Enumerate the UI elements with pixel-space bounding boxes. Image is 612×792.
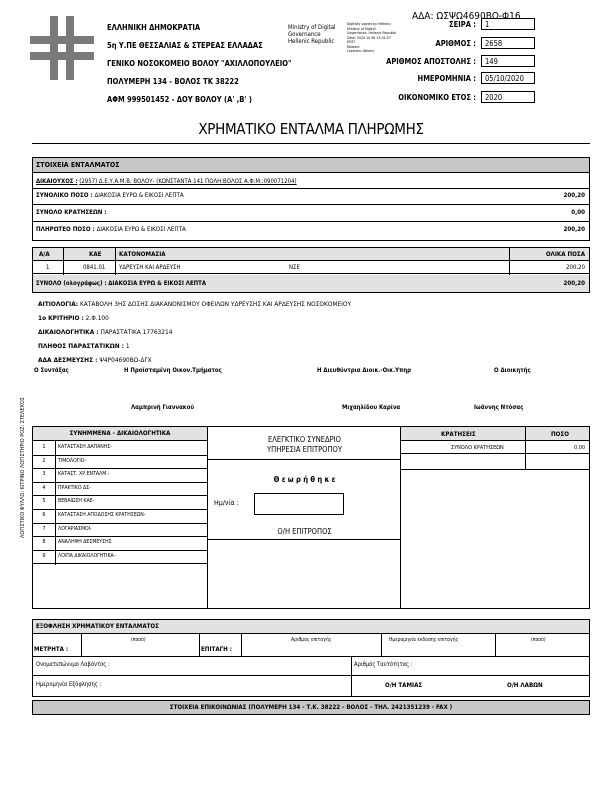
total-words-row: ΣΥΝΟΛΟ (ολογράφως) : ΔΙΑΚΟΣΙΑ ΕΥΡΩ & ΕΙΚΟΣΙ ΛΕΠΤΑ — [36, 280, 207, 287]
plithos: ΠΛΗΘΟΣ ΠΑΡΑΣΤΑΤΙΚΩΝ : 1 — [38, 342, 130, 350]
attachment-item: ΒΕΒΑΙΩΣΗ ΚΑΕ- — [58, 498, 95, 505]
imerominia-ekdosis: Ημερομηνία έκδοσης επιταγής — [389, 637, 459, 643]
side-note: ΛΟΓΙΣΤΙΚΟ ΦΥΛΛΟ: ΚΙΤΡΙΝΟ ΛΟΓΙΣΤΗΡΙΟ ΡΟΖ: ΣΤΕΛΕΧΟΣ — [20, 397, 26, 538]
deductions-value: 0,00 — [571, 209, 585, 216]
metrita-poso: (ποσό) — [131, 637, 146, 643]
attachment-number: 4 — [42, 484, 46, 491]
attachment-number: 5 — [42, 498, 46, 505]
attachment-number: 1 — [42, 444, 46, 450]
col-header-kae: ΚΑΕ — [89, 251, 102, 258]
attachment-item: ΠΡΑΚΤΙΚΟ ΔΣ- — [58, 484, 91, 491]
payable-row: ΠΛΗΡΩΤΕΟ ΠΟΣΟ : ΔΙΑΚΟΣΙΑ ΕΥΡΩ & ΕΙΚΟΣΙ ΛΕΠΤΑ — [36, 226, 186, 233]
footer-contact: ΣΤΟΙΧΕΙΑ ΕΠΙΚΟΙΝΩΝΙΑΣ (ΠΟΛΥΜΕΡΗ 134 - Τ.Κ. 38222 - ΒΟΛΟΣ - ΤΗΛ. 2421351239 - FAX ) — [32, 700, 590, 715]
col-header-aa: Α/Α — [39, 251, 50, 258]
attachment-number: 7 — [42, 525, 46, 532]
lavon-label: Ο/Η ΛΑΒΩΝ — [507, 682, 543, 689]
ada-desmeusis: ΑΔΑ ΔΕΣΜΕΥΣΗΣ : Ψ4Ρ04690ΒΩ-ΔΓΧ — [38, 356, 152, 364]
seira-value: 1 — [481, 18, 535, 30]
digital-signature-info: Digitally signed by Hellenic Ministry of Digital Governance, Hellenic Republic Date: 2020.10.06 13:31:57 EEST Reason: Location: Athens — [347, 22, 397, 53]
attachment-number: 9 — [42, 552, 46, 559]
name-ntosas: Ιωάννης Ντόσας — [474, 404, 524, 411]
audit-date-box — [254, 493, 344, 515]
attachment-item: ΤΙΜΟΛΟΓΙΟ- — [58, 457, 87, 464]
audit-theorithike: Θ ε ω ρ ή θ η κ ε — [273, 475, 336, 484]
entalma-section — [32, 157, 590, 241]
poso-header: ΠΟΣΟ — [551, 431, 569, 438]
attachments-heading: ΣΥΝΗΜΜΕΝΑ - ΔΙΚΑΙΟΛΟΓΗΤΙΚΑ — [33, 427, 207, 441]
ada-stamp: ΑΔΑ: ΩΣΨΩ4690ΒΩ-Φ16 — [412, 11, 521, 22]
kritirio: 1ο ΚΡΙΤΗΡΙΟ : 2.Φ.100 — [38, 314, 109, 322]
attachment-item: ΛΟΓΑΡΙΑΣΜΟΙ- — [58, 525, 92, 532]
attachment-item: ΑΝΑΛΗΨΗ ΔΕΣΜΕΥΣΗΣ — [58, 539, 112, 546]
onomateponymo-label: Ονοματεπώνυμο Λαβόντος : — [36, 662, 110, 668]
attachment-number: 6 — [42, 512, 46, 518]
audit-line1: ΕΛΕΓΚΤΙΚΟ ΣΥΝΕΔΡΙΟ — [268, 435, 341, 444]
name-michailidou: Μιχαηλίδου Καρίνα — [342, 404, 401, 411]
total-words-value: 200,20 — [563, 280, 585, 287]
tamias-label: Ο/Η ΤΑΜΙΑΣ — [385, 682, 423, 689]
total-amount-value: 200,20 — [563, 192, 585, 199]
attachment-item: ΚΑΤΑΣΤΑΣΗ ΑΠΟΔΟΣΗΣ ΚΡΑΤΗΣΕΩΝ- — [58, 512, 146, 518]
apostoli-value: 149 — [481, 55, 535, 67]
kratiseis-panel — [401, 427, 589, 608]
issuer-line: 5η Υ.ΠΕ ΘΕΣΣΑΛΙΑΣ & ΣΤΕΡΕΑΣ ΕΛΛΑΔΑΣ — [107, 41, 263, 50]
table-row-code: ΝΣΕ — [289, 264, 300, 271]
arithmos-epitagis: Αριθμός επιταγής — [291, 637, 332, 643]
table-row-amount: 200,20 — [566, 264, 585, 271]
attachment-number: 3 — [42, 471, 46, 478]
attachment-item: ΛΟΙΠΑ ΔΙΚΑΙΟΛΟΓΗΤΙΚΑ- — [58, 552, 116, 559]
attachment-number: 8 — [42, 539, 46, 546]
title-rule — [32, 143, 590, 144]
ministry-text: Ministry of Digital Governance Hellenic Republic — [288, 24, 336, 45]
attachment-number: 2 — [42, 457, 46, 464]
audit-epitropos: Ο/Η ΕΠΙΤΡΟΠΟΣ — [277, 527, 332, 536]
epitagi-label: ΕΠΙΤΑΓΗ : — [201, 646, 233, 653]
hospital-cross-logo — [30, 16, 94, 80]
issuer-line: ΕΛΛΗΝΙΚΗ ΔΗΜΟΚΡΑΤΙΑ — [107, 23, 201, 32]
attachment-item: ΚΑΤΑΣΤ. ΧΡ.ΕΝΤΑΛΜ.- — [58, 471, 110, 478]
total-amount-row: ΣΥΝΟΛΙΚΟ ΠΟΣΟ : ΔΙΑΚΟΣΙΑ ΕΥΡΩ & ΕΙΚΟΣΙ ΛΕΠΤΑ — [36, 192, 184, 199]
role-dioikitis: Ο Διοικητής — [494, 367, 531, 374]
kratiseis-header: ΚΡΑΤΗΣΕΙΣ — [441, 431, 476, 438]
name-giannakou: Λαμπρινή Γιαννακού — [131, 404, 194, 411]
role-syntaxas: Ο Συντάξας — [34, 367, 69, 374]
deductions-row: ΣΥΝΟΛΟ ΚΡΑΤΗΣΕΩΝ : — [36, 209, 107, 216]
date-value: 05/10/2020 — [481, 72, 535, 84]
page-title: ΧΡΗΜΑΤΙΚΟ ΕΝΤΑΛΜΑ ΠΛΗΡΩΜΗΣ — [198, 120, 424, 138]
tautotita-label: Αριθμός Ταυτότητας : — [354, 662, 413, 668]
audit-panel — [208, 427, 401, 608]
kratiseis-total-label: ΣΥΝΟΛΟ ΚΡΑΤΗΣΕΩΝ — [451, 445, 504, 451]
metrita-label: ΜΕΤΡΗΤΑ : — [34, 646, 69, 653]
table-row-kae: 0841.01 — [83, 264, 106, 271]
year-value: 2020 — [481, 91, 535, 103]
table-row-name: ΥΔΡΕΥΣΗ ΚΑΙ ΑΡΔΕΥΣΗ — [119, 264, 181, 271]
kratiseis-total-value: 0,00 — [573, 445, 585, 451]
details-block — [38, 297, 351, 367]
imerominia-exoflisis-label: Ημερομηνία Εξόφλησης : — [36, 682, 102, 688]
role-dieuthyntria: Η Διευθύντρια Διοικ.-Οικ.Υπηρ — [317, 367, 412, 374]
col-header-name: ΚΑΤΟΝΟΜΑΣΙΑ — [119, 251, 166, 258]
attachment-item: ΚΑΤΑΣΤΑΣΗ ΔΑΠΑΝΗΣ- — [58, 444, 112, 450]
issuer-line: ΑΦΜ 999501452 - ΔΟΥ ΒΟΛΟΥ (Α' ,Β' ) — [107, 95, 252, 104]
dikaiouxos-line: ΔΙΚΑΙΟΥΧΟΣ : (2957) Δ.Ε.Υ.Α.Μ.Β. ΒΟΛΟΥ- (ΚΩΝΣΤΑΝΤΑ 141 ΠΟΛΗ:ΒΟΛΟΣ Α.Φ.Μ.:090071204) — [36, 178, 297, 185]
dikaiologitika: ΔΙΚΑΙΟΛΟΓΗΤΙΚΑ : ΠΑΡΑΣΤΑΤΙΚΑ 17763214 — [38, 328, 173, 336]
entalma-heading: ΣΤΟΙΧΕΙΑ ΕΝΤΑΛΜΑΤΟΣ — [33, 158, 589, 173]
col-header-amount: ΟΛΙΚΑ ΠΟΣΑ — [545, 251, 585, 258]
payable-value: 200,20 — [563, 226, 585, 233]
issuer-line: ΠΟΛΥΜΕΡΗ 134 - ΒΟΛΟΣ ΤΚ 38222 — [107, 77, 239, 86]
aitiologia: ΑΙΤΙΟΛΟΓΙΑ: ΚΑΤΑΒΟΛΗ 3ΗΣ ΔΟΣΗΣ ΔΙΑΚΑΝΟΝΙΣΜΟΥ ΟΦΕΙΛΩΝ ΥΔΡΕΥΣΗΣ ΚΑΙ ΑΡΔΕΥΣΗΣ ΝΟΣΟΚΟΜΕΙΟΥ — [38, 300, 352, 308]
issuer-line: ΓΕΝΙΚΟ ΝΟΣΟΚΟΜΕΙΟ ΒΟΛΟΥ "ΑΧΙΛΛΟΠΟΥΛΕΙΟ" — [107, 59, 292, 68]
epitagi-poso: (ποσό) — [531, 637, 546, 643]
exoflisi-section — [32, 619, 590, 697]
items-table — [32, 247, 590, 293]
role-proistameni: Η Προϊσταμένη Οικον.Τμήματος — [124, 367, 222, 374]
audit-date-label: Ημ/νία : — [214, 499, 239, 507]
attachments-section — [32, 426, 590, 609]
arithmos-value: 2658 — [481, 37, 535, 49]
audit-line2: ΥΠΗΡΕΣΙΑ ΕΠΙΤΡΟΠΟΥ — [267, 445, 342, 454]
table-row-aa: 1 — [46, 264, 50, 271]
issuer-block — [107, 19, 292, 109]
exoflisi-heading: ΕΞΟΦΛΗΣΗ ΧΡΗΜΑΤΙΚΟΥ ΕΝΤΑΛΜΑΤΟΣ — [33, 620, 589, 634]
